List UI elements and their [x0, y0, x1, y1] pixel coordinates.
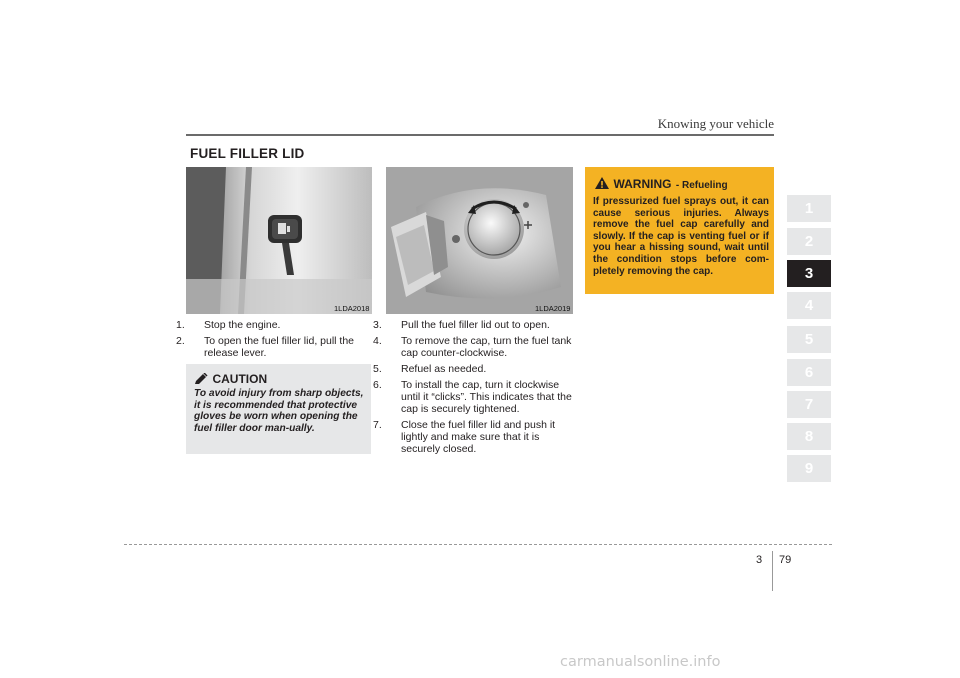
section-title: FUEL FILLER LID [190, 146, 305, 161]
caution-heading: CAUTION [212, 372, 268, 386]
chapter-tab-4[interactable]: 4 [787, 292, 831, 319]
list-item: 3. Pull the fuel filler lid out to open. [373, 319, 550, 331]
step-list-left [176, 319, 374, 359]
header-rule [186, 134, 774, 136]
page-number: 79 [779, 554, 792, 566]
warning-box [585, 167, 774, 294]
chapter-tab-1[interactable]: 1 [787, 195, 831, 222]
list-item: 4. To remove the cap, turn the fuel tank cap counter-clockwise. [373, 335, 572, 359]
list-item: 1. Stop the engine. [176, 319, 281, 331]
list-item: 2. To open the fuel filler lid, pull the release lever. [176, 335, 355, 359]
photo-code: 1LDA2018 [334, 304, 370, 313]
running-header: Knowing your vehicle [657, 116, 774, 131]
watermark: carmanualsonline.info [560, 654, 721, 670]
list-item: 5. Refuel as needed. [373, 363, 487, 375]
photo-code: 1LDA2019 [535, 304, 571, 313]
step-list-right [373, 319, 573, 455]
list-item: 7. Close the fuel filler lid and push it lightly and make sure that it is securely closed. [373, 419, 556, 455]
list-item: 6. To install the cap, turn it clockwise until it “clicks”. This indicates that the cap is securely tightened. [373, 379, 572, 415]
chapter-tab-6[interactable]: 6 [787, 359, 831, 386]
caution-box [186, 364, 371, 454]
chapter-tab-2[interactable]: 2 [787, 228, 831, 255]
chapter-tab-7[interactable]: 7 [787, 391, 831, 418]
page-chapter-number: 3 [756, 554, 763, 566]
chapter-tab-3[interactable]: 3 [787, 260, 831, 287]
warning-subheading: - Refueling [675, 180, 728, 191]
warning-icon [595, 177, 609, 189]
pencil-icon [194, 373, 208, 385]
photo-fuel-cap [386, 167, 573, 314]
warning-heading: WARNING [613, 177, 672, 191]
warning-text: If pressurized fuel sprays out, it can cause serious injuries. Always remove the fuel cap carefully and slowly. If the cap is venting fuel or if you hear a hissing sound, wait until the condition stops before com-pletely removing the cap. [593, 196, 769, 277]
page-divider [772, 551, 773, 591]
footer-rule [124, 544, 832, 545]
chapter-tab-5[interactable]: 5 [787, 326, 831, 353]
caution-text: To avoid injury from sharp objects, it is recommended that protective gloves be worn when opening the fuel filler door man-ually. [194, 388, 364, 434]
chapter-tab-9[interactable]: 9 [787, 455, 831, 482]
photo-release-lever [186, 167, 372, 314]
chapter-tab-8[interactable]: 8 [787, 423, 831, 450]
